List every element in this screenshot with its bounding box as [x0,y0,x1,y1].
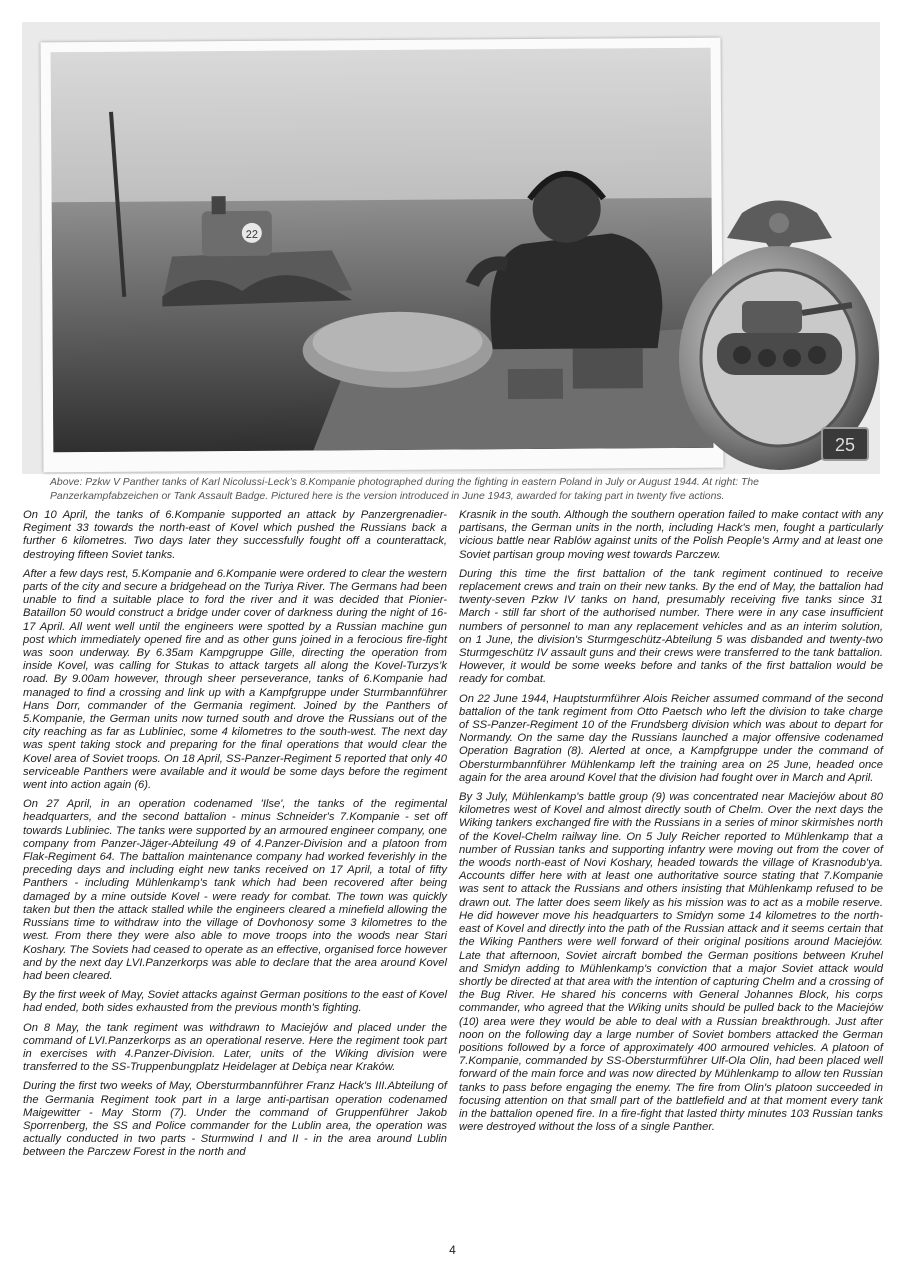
tank-number-label: 22 [245,228,259,241]
tank-photo-image [51,48,714,453]
tank-photo-illustration [51,48,714,453]
paragraph: By 3 July, Mühlenkamp's battle group (9) was concentrated near Maciejów about 80 kilometres west of Kovel and almost directly south of Chelm. Over the next days the Wiking tankers exchanged fire with the Russians in a series of minor skirmishes north of the Kovel-Chelm railway line. On 5 July Reicher reported to Mühlenkamp that a number of Russian tanks and supporting infantry were moving out from the cover of the woods north-east of Novi Koshary, headed towards the village of Krasnodub'ya. Accounts differ here with at least one authoritative source stating that 7.Kompanie was sent to attack the Russians and others insisting that Mühlenkamp refused to be drawn out. The latter does seem likely as his mission was to act as a mobile reserve. He did however move his headquarters to Smidyn some 14 kilometres to the north-east of Kovel and directly into the path of the Russian attack and it seems certain that the Wiking Panthers were well forward of their original positions around Maciejów. Late that afternoon, Soviet aircraft bombed the German positions between Kruhel and Smidyn adding to Mühlenkamp's conviction that a major Soviet attack would shortly be directed at that area with the intention of capturing Chelm and a crossing of the Bug River. He shared his concerns with General Johannes Block, his corps commander, who agreed that the Wiking units should be pulled back to the Maciejów (10) area were they would be able to deal with a Russian breakthrough. Just after noon on the following day a large number of Soviet bombers attacked the German positions followed by a force of approximately 400 armoured vehicles. A platoon of 7.Kompanie, commanded by SS-Obersturmführer Ulf-Ola Olin, had been placed well forward of the main force and was now directed by Mühlenkamp to allow ten Russian tanks to pass before engaging the enemy. The fire from Olin's platoon succeeded in focusing attention on that small part of the battlefield and at that moment every tank in the battalion opened fire. In a fire-fight that lasted thirty minutes 103 Russian tanks were destroyed without the loss of a single Panther. [459,791,883,1134]
paragraph: On 8 May, the tank regiment was withdrawn to Maciejów and placed under the command of LVI.Panzerkorps as an operational reserve. Here the regiment took part in exercises with 4.Panzer-Division. Later, units of the Wiking division were transferred to the SS-Truppenbungplatz Heidelager at Debiça near Kraków. [23,1021,447,1074]
right-column [459,509,883,1237]
paragraph: On 10 April, the tanks of 6.Kompanie supported an attack by Panzergrenadier-Regiment 33 towards the north-east of Kovel which pushed the Russians back a further 6 kilometres. Two days later they successfully fought off a counterattack, destroying fifteen Soviet tanks. [23,509,447,561]
article-columns [23,509,883,1237]
page-number: 4 [449,1243,456,1257]
left-column [23,509,447,1237]
paragraph: After a few days rest, 5.Kompanie and 6.Kompanie were ordered to clear the western parts of the city and secure a bridgehead on the Turiya River. The Germans had been unable to find a suitable place to ford the river and it was decided that Pionier-Bataillon 50 would construct a bridge under cover of darkness during the night of 16-17 April. All went well until the engineers were spotted by a Russian machine gun post which immediately opened fire and as other guns joined in a ferocious fire-fight was soon underway. By 6.35am Kampgruppe Gille, directing the operation from inside Kovel, was calling for Stukas to attack targets all along the Kovel-Turzys’k road. By 9.00am however, through sheer perseverance, tanks of 6.Kompanie had managed to find a crossing and link up with a Kampfgruppe under Sturmbannführer Hans Dorr, commander of the Germania regiment. Joined by the Panthers of 5.Kompanie, the German units now turned south and drove the Russians out of the city reaching as far as Lubliniec, some 4 kilometres to the south-west. The next day was spent taking stock and preparing for the final operations that would clear the Kovel area of Soviet troops. On 18 April, SS-Panzer-Regiment 5 reported that only 40 serviceable Panthers were available and it would be some days before the regiment went into action again (6). [23,567,447,792]
badge-number: 25 [834,435,856,455]
paragraph: By the first week of May, Soviet attacks against German positions to the east of Kovel had ended, both sides exhausted from the previous month's fighting. [23,989,447,1015]
paragraph: Krasnik in the south. Although the southern operation failed to make contact with any partisans, the German units in the north, including Hack's men, fought a particularly vicious battle near Rablów against units of the Polish People's Army and at least one Soviet partisan group moving west towards Parczew. [459,509,883,561]
tank-photograph [41,38,724,473]
paragraph: During the first two weeks of May, Obersturmbannführer Franz Hack's III.Abteilung of the Germania Regiment took part in a large anti-partisan operation codenamed Maigewitter - May Storm (7). Under the command of Gruppenführer Jakob Sporrenberg, the SS and Police commander for the Lublin area, the operation was actually conducted in two parts - Sturmwind I and II - in the area around Lublin between the Parczew Forest in the north and [23,1080,447,1159]
paragraph: On 27 April, in an operation codenamed 'Ilse', the tanks of the regimental headquarters, and the second battalion - minus Schneider's 7.Kompanie - set off towards Lubliniec. The tanks were supported by an armoured engineer company, one company from Panzer-Jäger-Abteilung 49 of 4.Panzer-Division and a platoon from Flak-Regiment 64. The battalion maintenance company had worked feverishly in the preceding days and including eight new tanks received on 17 April, a total of fifty Panthers - including Mühlenkamp's tank which had been recovered after being damaged by a mine outside Kovel - were ready for combat. The town was quickly taken but then the attack stalled while the engineers cleared a minefield allowing the Russians time to withdraw into the village of Dovhonosy some 3 kilometres to the west. From there they were also able to move troops into the woods near Stari Koshary. The Soviets had ceased to operate as an effective, organised force however and by the next day LVI.Panzerkorps was able to declare that the area around Kovel had been cleared. [23,798,447,982]
paragraph: During this time the first battalion of the tank regiment continued to receive replacement crews and train on their new tanks. By the end of May, the battalion had twenty-seven Pzkw IV tanks on hand, presumably receiving five tanks since 31 March - still far short of the authorised number. There were in any case insufficient numbers of personnel to man any replacement vehicles and as an interim solution, on 1 June, the division's Sturmgeschütz-Abteilung 5 was disbanded and twenty-two Sturmgeschütz IV assault guns and their crews were transferred to the tank battalion. However, it would be some weeks before and tanks of the first battalion would be ready for combat. [459,567,883,686]
photo-caption: Above: Pzkw V Panther tanks of Karl Nicolussi-Leck’s 8.Kompanie photographed during the fighting in eastern Poland in July or August 1944. At right: The Panzerkampfabzeichen or Tank Assault Badge. Pictured here is the version introduced in June 1943, awarded for taking part in twenty five actions. [50,477,759,502]
paragraph: On 22 June 1944, Hauptsturmführer Alois Reicher assumed command of the second battalion of the tank regiment from Otto Paetsch who left the division to take charge of SS-Panzer-Regiment 10 of the Frundsberg division which was about to depart for Normandy. On the same day the Russians launched a major offensive codenamed Operation Bagration (8). Alerted at once, a Kampfgruppe under the command of Obersturmbannführer Mühlenkamp left the training area on 25 June, headed once again for the area around Kovel that the division had fought over in March and April. [459,692,883,784]
tank-assault-badge [672,183,887,478]
